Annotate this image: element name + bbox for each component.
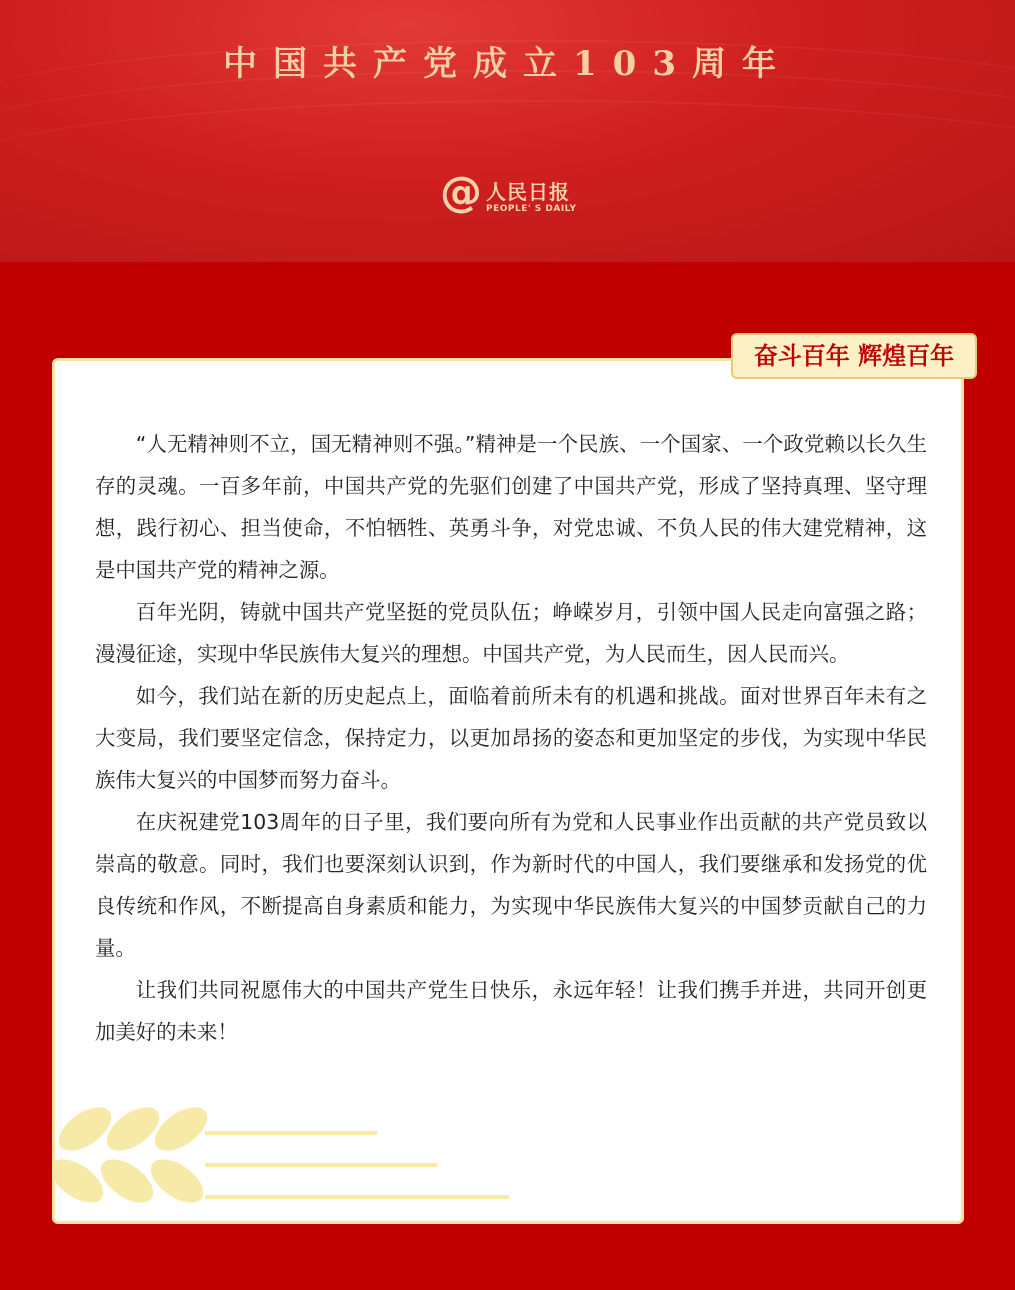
wheat-grain (143, 1151, 211, 1212)
decor-line (205, 1163, 437, 1167)
logo-english-name: PEOPLE' S DAILY (486, 204, 577, 214)
peoples-daily-logo (440, 168, 600, 224)
logo-name: 人民日报 (486, 180, 570, 204)
wheat-grain (147, 1101, 215, 1159)
logo-at-icon: @ (440, 167, 482, 216)
slogan-badge: 奋斗百年 辉煌百年 (731, 333, 977, 379)
wheat-grain (99, 1101, 167, 1159)
header-banner (0, 0, 1015, 262)
article-paragraph: 让我们共同祝愿伟大的中国共产党生日快乐，永远年轻！让我们携手并进，共同开创更加美好的未来！ (95, 978, 927, 1044)
wheat-grain (55, 1101, 119, 1159)
article-paragraph: 百年光阴，铸就中国共产党坚挺的党员队伍；峥嵘岁月，引领中国人民走向富强之路；漫漫征途，实现中华民族伟大复兴的理想。中国共产党，为人民而生，因人民而兴。 (95, 600, 927, 666)
wheat-decoration (55, 1101, 575, 1221)
article-paragraph: 如今，我们站在新的历史起点上，面临着前所未有的机遇和挑战。面对世界百年未有之大变局，我们要坚定信念，保持定力，以更加昂扬的姿态和更加坚定的步伐，为实现中华民族伟大复兴的中国梦而努力奋斗。 (95, 684, 927, 792)
wheat-grain (55, 1151, 111, 1212)
article-paragraph: “人无精神则不立，国无精神则不强。”精神是一个民族、一个国家、一个政党赖以长久生存的灵魂。一百多年前，中国共产党的先驱们创建了中国共产党，形成了坚持真理、坚守理想，践行初心、担当使命，不怕牺牲、英勇斗争，对党忠诚、不负人民的伟大建党精神，这是中国共产党的精神之源。 (95, 432, 927, 582)
decor-line (205, 1195, 509, 1199)
article-paragraph: 在庆祝建党103周年的日子里，我们要向所有为党和人民事业作出贡献的共产党员致以崇高的敬意。同时，我们也要深刻认识到，作为新时代的中国人，我们要继承和发扬党的优良传统和作风，不断提高自身素质和能力，为实现中华民族伟大复兴的中国梦贡献自己的力量。 (95, 810, 927, 960)
decor-line (205, 1131, 377, 1135)
banner-title: 中国共产党成立103周年 (223, 44, 792, 84)
wheat-grain (93, 1151, 161, 1212)
article-body (95, 423, 927, 1053)
article-card (52, 358, 964, 1224)
